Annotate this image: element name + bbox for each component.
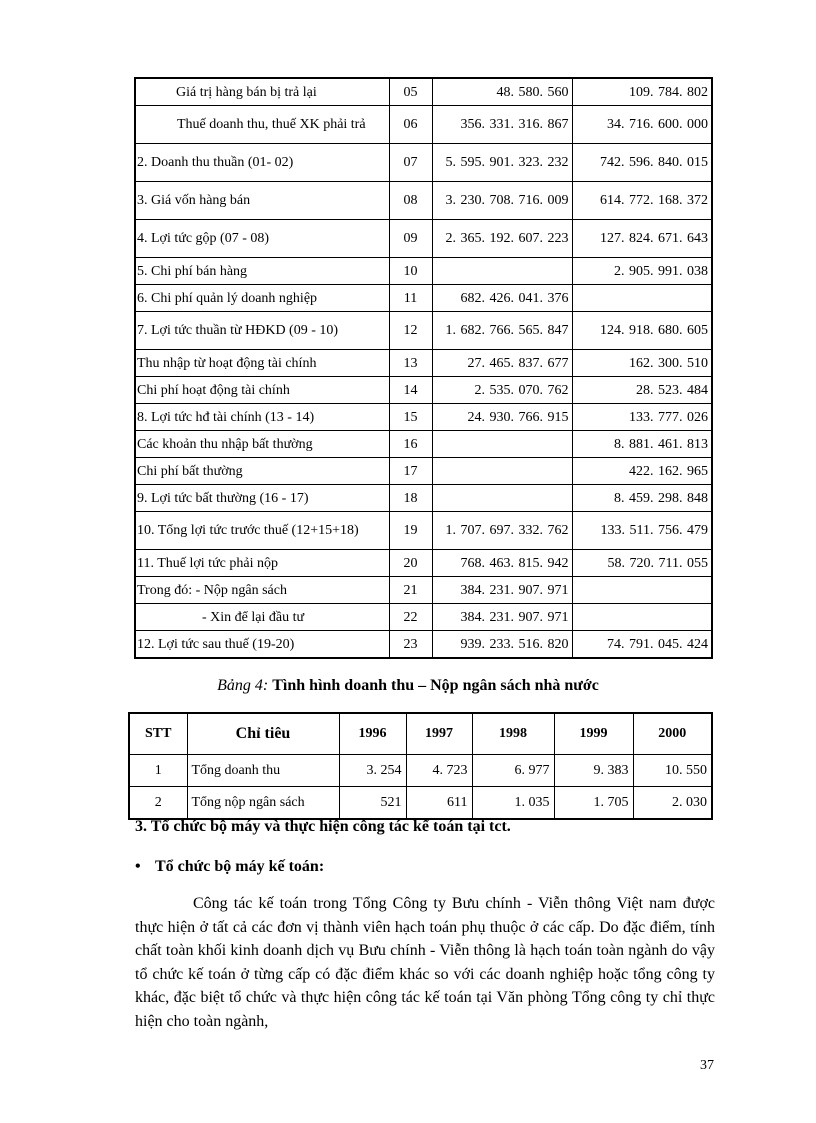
row-code: 22 — [389, 604, 432, 631]
row-value-1: 27. 465. 837. 677 — [432, 350, 572, 377]
row-label: 8. Lợi tức hđ tài chính (13 - 14) — [135, 404, 389, 431]
row-label: 11. Thuế lợi tức phải nộp — [135, 550, 389, 577]
table-row — [135, 220, 712, 258]
table-row — [135, 550, 712, 577]
row-value-1 — [432, 485, 572, 512]
row-value-1: 5. 595. 901. 323. 232 — [432, 144, 572, 182]
row-value-2: 614. 772. 168. 372 — [572, 182, 712, 220]
row-value: 1. 035 — [472, 787, 554, 820]
table-row — [135, 512, 712, 550]
row-code: 17 — [389, 458, 432, 485]
table-row — [135, 631, 712, 659]
header-stt: STT — [129, 713, 187, 755]
caption-title: Tình hình doanh thu – Nộp ngân sách nhà nước — [272, 677, 599, 694]
row-value-1: 48. 580. 560 — [432, 78, 572, 106]
row-value: 521 — [339, 787, 406, 820]
row-label: Giá trị hàng bán bị trả lại — [135, 78, 389, 106]
row-value: 2. 030 — [633, 787, 712, 820]
row-value-1: 682. 426. 041. 376 — [432, 285, 572, 312]
table-row — [135, 377, 712, 404]
row-code: 16 — [389, 431, 432, 458]
row-code: 11 — [389, 285, 432, 312]
row-label: Thu nhập từ hoạt động tài chính — [135, 350, 389, 377]
table-row — [129, 755, 712, 787]
row-label: 3. Giá vốn hàng bán — [135, 182, 389, 220]
row-code: 09 — [389, 220, 432, 258]
row-value: 10. 550 — [633, 755, 712, 787]
table-row — [135, 182, 712, 220]
table-row — [135, 144, 712, 182]
page-number: 37 — [700, 1058, 714, 1073]
table-row — [135, 312, 712, 350]
header-year: 1996 — [339, 713, 406, 755]
header-indicator: Chỉ tiêu — [187, 713, 339, 755]
header-year: 1997 — [406, 713, 472, 755]
row-label: 12. Lợi tức sau thuế (19-20) — [135, 631, 389, 659]
row-label: 7. Lợi tức thuần từ HĐKD (09 - 10) — [135, 312, 389, 350]
paragraph-text: Công tác kế toán trong Tổng Công ty Bưu chính - Viễn thông Việt nam được thực hiện ở tất cả các đơn vị thành viên hạch toán phụ thuộc ở các cấp. Do đặc điểm, tính chất toàn khối kinh doanh dịch vụ Bưu chính - Viễn thông là hạch toán toàn ngành do vậy tổ chức kế toán ở từng cấp có đặc điểm khác so với các doanh nghiệp hoặc tổng công ty khác, đặc biệt tổ chức và thực hiện công tác kế toán tại Văn phòng Tổng công ty chỉ thực hiện cho toàn ngành, — [135, 895, 715, 1030]
row-code: 10 — [389, 258, 432, 285]
row-value-1: 384. 231. 907. 971 — [432, 604, 572, 631]
row-label: 9. Lợi tức bất thường (16 - 17) — [135, 485, 389, 512]
table-row — [135, 604, 712, 631]
row-label: 5. Chi phí bán hàng — [135, 258, 389, 285]
row-value-2: 28. 523. 484 — [572, 377, 712, 404]
table-row — [129, 787, 712, 820]
caption-label: Bảng 4: — [217, 677, 269, 694]
row-value-1 — [432, 258, 572, 285]
body-paragraph — [135, 892, 715, 1033]
row-value-1: 768. 463. 815. 942 — [432, 550, 572, 577]
table-row — [135, 485, 712, 512]
row-label: Thuế doanh thu, thuế XK phải trả — [135, 106, 389, 144]
row-code: 18 — [389, 485, 432, 512]
row-value-1: 3. 230. 708. 716. 009 — [432, 182, 572, 220]
row-value: 9. 383 — [554, 755, 633, 787]
row-value-2: 133. 511. 756. 479 — [572, 512, 712, 550]
row-value-2 — [572, 285, 712, 312]
row-stt: 2 — [129, 787, 187, 820]
row-code: 19 — [389, 512, 432, 550]
row-value-1: 939. 233. 516. 820 — [432, 631, 572, 659]
row-value-2 — [572, 604, 712, 631]
table-row — [135, 350, 712, 377]
table-row — [135, 458, 712, 485]
row-value: 3. 254 — [339, 755, 406, 787]
row-value-2: 34. 716. 600. 000 — [572, 106, 712, 144]
row-value-1: 1. 707. 697. 332. 762 — [432, 512, 572, 550]
row-value-2: 742. 596. 840. 015 — [572, 144, 712, 182]
row-value-1: 1. 682. 766. 565. 847 — [432, 312, 572, 350]
section-heading: 3. Tổ chức bộ máy và thực hiện công tác kế toán tại tct. — [135, 818, 511, 835]
row-value: 4. 723 — [406, 755, 472, 787]
row-label: Trong đó: - Nộp ngân sách — [135, 577, 389, 604]
table-row — [135, 431, 712, 458]
row-value: 611 — [406, 787, 472, 820]
row-code: 06 — [389, 106, 432, 144]
revenue-budget-table — [128, 712, 713, 820]
row-value-1 — [432, 458, 572, 485]
row-label: Các khoản thu nhập bất thường — [135, 431, 389, 458]
row-value-2: 162. 300. 510 — [572, 350, 712, 377]
row-indicator: Tổng nộp ngân sách — [187, 787, 339, 820]
bullet-icon: • — [135, 858, 141, 875]
header-year: 2000 — [633, 713, 712, 755]
row-label: 10. Tổng lợi tức trước thuế (12+15+18) — [135, 512, 389, 550]
table-row — [135, 258, 712, 285]
row-value-2: 422. 162. 965 — [572, 458, 712, 485]
row-label: - Xin để lại đầu tư — [135, 604, 389, 631]
row-value-2: 8. 881. 461. 813 — [572, 431, 712, 458]
bullet-heading-line — [135, 858, 324, 876]
income-statement-table — [134, 77, 713, 659]
row-code: 23 — [389, 631, 432, 659]
row-value-2: 133. 777. 026 — [572, 404, 712, 431]
table-header-row — [129, 713, 712, 755]
row-indicator: Tổng doanh thu — [187, 755, 339, 787]
row-value-2: 8. 459. 298. 848 — [572, 485, 712, 512]
row-code: 21 — [389, 577, 432, 604]
row-value: 6. 977 — [472, 755, 554, 787]
row-code: 20 — [389, 550, 432, 577]
row-label: Chi phí bất thường — [135, 458, 389, 485]
table-caption — [0, 677, 816, 695]
table-row — [135, 577, 712, 604]
row-label: 6. Chi phí quản lý doanh nghiệp — [135, 285, 389, 312]
row-label: Chi phí hoạt động tài chính — [135, 377, 389, 404]
row-label: 2. Doanh thu thuần (01- 02) — [135, 144, 389, 182]
row-value-2: 58. 720. 711. 055 — [572, 550, 712, 577]
row-value-1 — [432, 431, 572, 458]
row-code: 05 — [389, 78, 432, 106]
row-value-1: 2. 365. 192. 607. 223 — [432, 220, 572, 258]
row-code: 13 — [389, 350, 432, 377]
row-value-2: 2. 905. 991. 038 — [572, 258, 712, 285]
row-value-2: 124. 918. 680. 605 — [572, 312, 712, 350]
row-value-1: 356. 331. 316. 867 — [432, 106, 572, 144]
row-value-2: 109. 784. 802 — [572, 78, 712, 106]
row-code: 15 — [389, 404, 432, 431]
header-year: 1998 — [472, 713, 554, 755]
table-row — [135, 78, 712, 106]
row-label: 4. Lợi tức gộp (07 - 08) — [135, 220, 389, 258]
row-value-1: 384. 231. 907. 971 — [432, 577, 572, 604]
row-value-2 — [572, 577, 712, 604]
table-row — [135, 106, 712, 144]
row-stt: 1 — [129, 755, 187, 787]
row-value-1: 2. 535. 070. 762 — [432, 377, 572, 404]
row-code: 12 — [389, 312, 432, 350]
row-value-2: 74. 791. 045. 424 — [572, 631, 712, 659]
row-value: 1. 705 — [554, 787, 633, 820]
row-code: 08 — [389, 182, 432, 220]
row-code: 07 — [389, 144, 432, 182]
header-year: 1999 — [554, 713, 633, 755]
row-code: 14 — [389, 377, 432, 404]
bullet-heading: Tổ chức bộ máy kế toán: — [155, 858, 325, 875]
row-value-1: 24. 930. 766. 915 — [432, 404, 572, 431]
row-value-2: 127. 824. 671. 643 — [572, 220, 712, 258]
table-row — [135, 404, 712, 431]
table-row — [135, 285, 712, 312]
